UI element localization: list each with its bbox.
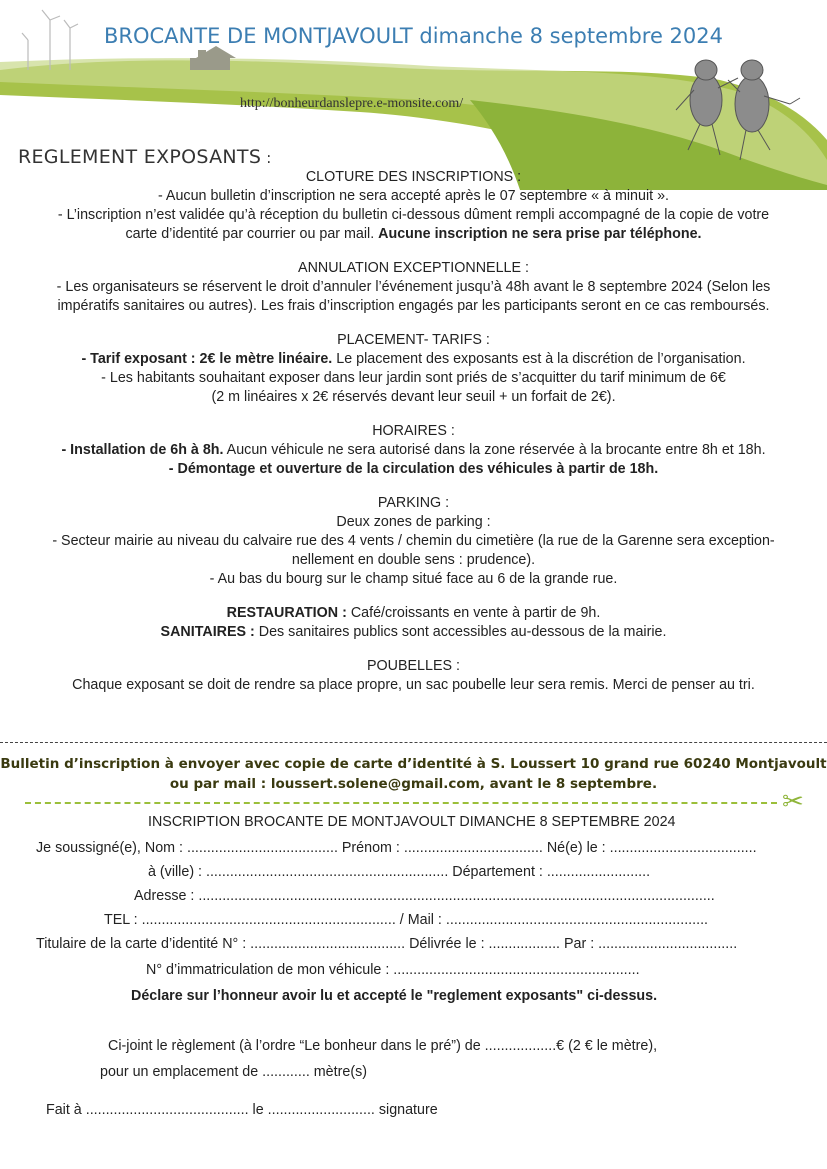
horaires-line-1 [0,441,827,460]
reglement-heading-colon: : [261,149,272,167]
sanitaires-text: Des sanitaires publics sont accessibles au-dessous de la mairie. [254,624,667,640]
parking-line-1: Deux zones de parking : [336,514,491,530]
placement-title: PLACEMENT- TARIFS : [337,332,490,348]
form-title: INSCRIPTION BROCANTE DE MONTJAVOULT DIMANCHE 8 SEPTEMBRE 2024 [148,814,676,830]
restauration-text: Café/croissants en vente à partir de 9h. [346,605,601,621]
parking-line-4: - Au bas du bourg sur le champ situé face au 6 de la grande rue. [209,571,618,587]
horaires-title: HORAIRES : [372,423,455,439]
cloture-title: CLOTURE DES INSCRIPTIONS : [305,169,522,185]
parking-title: PARKING : [377,495,450,511]
cloture-line-3b: Aucune inscription ne sera prise par téléphone. [378,226,702,242]
cloture-line-2: - L’inscription n’est validée qu’à réception du bulletin ci-dessous dûment rempli accompagné de la copie de votre [57,207,770,223]
poubelles-title: POUBELLES : [367,658,460,674]
page-title: BROCANTE DE MONTJAVOULT dimanche 8 septembre 2024 [103,24,724,48]
form-line-signature[interactable]: Fait à ......................................... le ........................... signature [46,1102,438,1118]
parking-line-2: - Secteur mairie au niveau du calvaire rue des 4 vents / chemin du cimetière (la rue de la Garenne sera exception- [52,533,775,549]
form-line-contact[interactable]: TEL : ................................................................ / Mail : .................................................................. [104,912,709,928]
green-cut-line [25,802,777,804]
placement-line-1b: Le placement des exposants est à la discrétion de l’organisation. [332,351,746,367]
annulation-line-2: impératifs sanitaires ou autres). Les frais d’inscription engagés par les participants seront en ce cas remboursés. [57,298,770,314]
annulation-title: ANNULATION EXCEPTIONNELLE : [298,260,529,276]
form-line-id-card[interactable]: Titulaire de la carte d’identité N° : ....................................... Délivrée le : .................. Par : ................................... [36,936,738,952]
form-line-vehicle[interactable]: N° d’immatriculation de mon véhicule : .............................................................. [146,962,640,978]
bulletin-line-2: ou par mail : loussert.solene@gmail.com, avant le 8 septembre. [169,776,658,792]
placement-line-2: - Les habitants souhaitant exposer dans leur jardin sont priés de s’acquitter du tarif minimum de 6€ [101,370,726,386]
rules-content [0,168,827,695]
horaires-line-2: - Démontage et ouverture de la circulation des véhicules à partir de 18h. [168,461,659,477]
cloture-line-3 [0,225,827,244]
cut-line-divider [0,742,827,743]
placement-line-1 [0,350,827,369]
placement-line-3: (2 m linéaires x 2€ réservés devant leur seuil + un forfait de 2€). [211,389,616,405]
annulation-line-1: - Les organisateurs se réservent le droit d’annuler l’événement jusqu’à 48h avant le 8 septembre 2024 (Selon les [56,279,771,295]
placement-line-1a: - Tarif exposant : 2€ le mètre linéaire. [81,351,333,367]
horaires-line-1b: Aucun véhicule ne sera autorisé dans la zone réservée à la brocante entre 8h et 18h. [223,442,766,458]
form-line-address[interactable]: Adresse : .................................................................................................................................. [134,888,715,904]
horaires-line-1a: - Installation de 6h à 8h. [61,442,224,458]
form-line-space[interactable]: pour un emplacement de ............ mètre(s) [100,1064,367,1080]
scissors-icon: ✂ [782,786,804,816]
bulletin-instructions [0,754,827,794]
form-line-name[interactable]: Je soussigné(e), Nom : ...................................... Prénom : ................................... Né(e) le : ..................................... [36,840,757,856]
form-declaration: Déclare sur l’honneur avoir lu et accepté le "reglement exposants" ci-dessus. [131,988,658,1004]
restauration-line [0,604,827,623]
cloture-line-1: - Aucun bulletin d’inscription ne sera accepté après le 07 septembre « à minuit ». [157,188,669,204]
restauration-label: RESTAURATION : [226,605,347,621]
sanitaires-line [0,623,827,642]
form-line-city[interactable]: à (ville) : ............................................................. Département : .......................... [148,864,651,880]
cloture-line-3a: carte d’identité par courrier ou par mail. [125,226,379,242]
reglement-heading-text: REGLEMENT EXPOSANTS [18,146,262,168]
poubelles-line-1: Chaque exposant se doit de rendre sa place propre, un sac poubelle leur sera remis. Merci de penser au tri. [72,677,755,693]
sanitaires-label: SANITAIRES : [160,624,255,640]
bulletin-line-1: Bulletin d’inscription à envoyer avec copie de carte d’identité à S. Loussert 10 grand rue 60240 Montjavoult [0,756,827,772]
reglement-heading [18,146,272,168]
village-icon [190,46,236,70]
form-line-payment[interactable]: Ci-joint le règlement (à l’ordre “Le bonheur dans le pré”) de ..................€ (2 € le mètre), [108,1038,658,1054]
website-link[interactable]: http://bonheurdanslepre.e-monsite.com/ [240,96,464,111]
parking-line-3: nellement en double sens : prudence). [291,552,536,568]
